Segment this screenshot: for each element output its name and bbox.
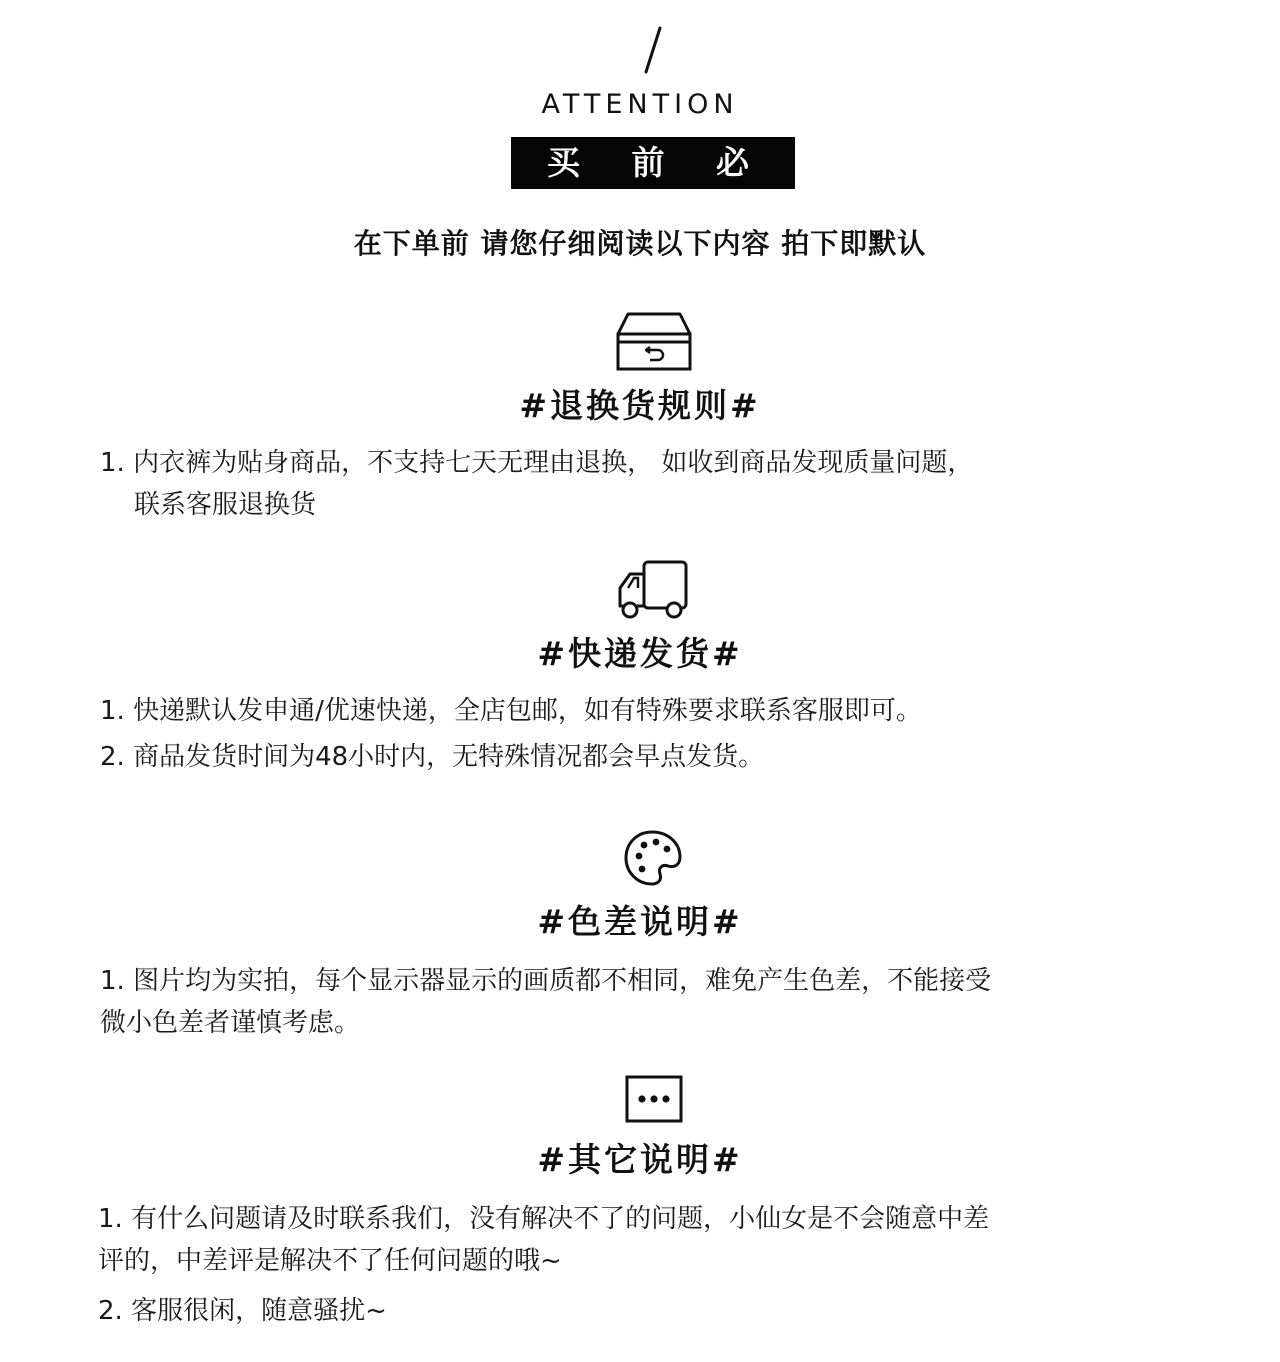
section-title-shipping: #快递发货# — [537, 634, 743, 673]
page-title: 买 前 必 读 — [511, 137, 795, 189]
color-item-1-line-1: 1. 图片均为实拍，每个显示器显示的画质都不相同，难免产生色差，不能接受 — [100, 966, 992, 996]
box-return-icon — [614, 308, 694, 372]
other-item-2: 2. 客服很闲，随意骚扰~ — [98, 1296, 387, 1326]
attention-heading: ATTENTION — [541, 89, 739, 120]
slash-decoration — [638, 26, 668, 74]
shipping-item-2: 2. 商品发货时间为48小时内，无特殊情况都会早点发货。 — [100, 742, 765, 772]
section-title-other: #其它说明# — [537, 1140, 743, 1179]
section-title-returns: #退换货规则# — [519, 386, 761, 425]
more-icon — [624, 1074, 684, 1124]
intro-text: 在下单前 请您仔细阅读以下内容 拍下即默认 — [353, 227, 927, 260]
returns-item-1-line-2: 联系客服退换货 — [134, 490, 317, 520]
returns-item-1-line-1: 1. 内衣裤为贴身商品，不支持七天无理由退换， 如收到商品发现质量问题， — [100, 448, 974, 478]
section-title-color: #色差说明# — [537, 902, 743, 941]
other-item-1-line-2: 评的，中差评是解决不了任何问题的哦~ — [98, 1246, 562, 1276]
palette-icon — [622, 828, 684, 888]
shipping-item-1: 1. 快递默认发申通/优速快递，全店包邮，如有特殊要求联系客服即可。 — [100, 696, 922, 726]
other-item-1-line-1: 1. 有什么问题请及时联系我们，没有解决不了的问题，小仙女是不会随意中差 — [98, 1204, 990, 1234]
truck-icon — [614, 558, 690, 622]
color-item-1-line-2: 微小色差者谨慎考虑。 — [100, 1008, 361, 1038]
